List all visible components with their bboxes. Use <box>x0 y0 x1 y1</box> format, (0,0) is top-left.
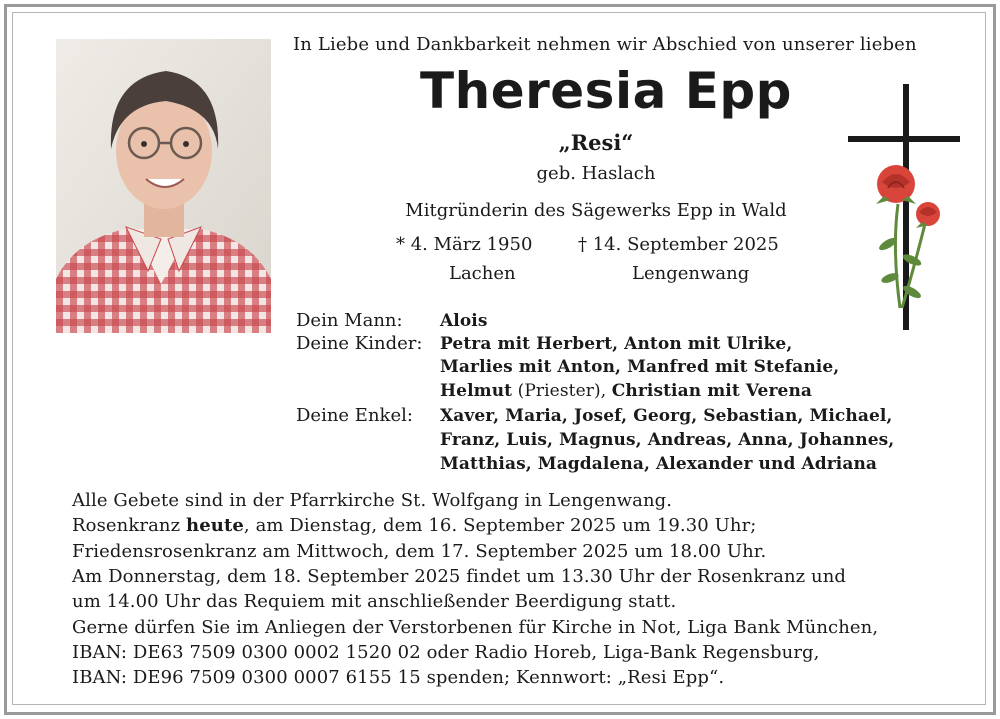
details-line-8: IBAN: DE96 7509 0300 0007 6155 15 spenden; Kennwort: „Resi Epp“. <box>72 667 725 688</box>
children-line-3 <box>440 381 812 401</box>
grandchildren-line-3: Matthias, Magdalena, Alexander und Adriana <box>440 454 878 474</box>
intro-text: In Liebe und Dankbarkeit nehmen wir Abschied von unserer lieben <box>293 34 917 55</box>
children-line-3-christian: Christian mit Verena <box>611 381 813 401</box>
details-line-5: um 14.00 Uhr das Requiem mit anschließender Beerdigung statt. <box>72 591 677 612</box>
husband-label: Dein Mann: <box>296 310 403 331</box>
birth-date: * 4. März 1950 <box>396 234 533 255</box>
children-label: Deine Kinder: <box>296 333 423 354</box>
death-date: † 14. September 2025 <box>578 234 779 255</box>
birth-place: Lachen <box>449 263 516 284</box>
details-line-3: Friedensrosenkranz am Mittwoch, dem 17. September 2025 um 18.00 Uhr. <box>72 541 767 562</box>
details-line-1: Alle Gebete sind in der Pfarrkirche St. Wolfgang in Lengenwang. <box>72 490 673 511</box>
death-place: Lengenwang <box>632 263 750 284</box>
portrait-photo <box>56 39 271 333</box>
details-line-7: IBAN: DE63 7509 0300 0002 1520 02 oder Radio Horeb, Liga-Bank Regensburg, <box>72 642 820 663</box>
grandchildren-line-1: Xaver, Maria, Josef, Georg, Sebastian, Michael, <box>440 406 893 426</box>
details-line-4: Am Donnerstag, dem 18. September 2025 findet um 13.30 Uhr der Rosenkranz und <box>72 566 847 587</box>
children-line-3-priest: (Priester), <box>512 381 612 401</box>
details-line-2 <box>72 515 756 536</box>
children-line-2: Marlies mit Anton, Manfred mit Stefanie, <box>440 357 840 377</box>
nickname: „Resi“ <box>558 130 634 155</box>
husband-name: Alois <box>440 311 488 331</box>
details-line-2-today: heute <box>186 515 244 536</box>
role-text: Mitgründerin des Sägewerks Epp in Wald <box>405 200 787 221</box>
birth-name: geb. Haslach <box>536 163 656 184</box>
details-line-2-c: , am Dienstag, dem 16. September 2025 um 19.30 Uhr; <box>243 515 757 536</box>
cross-with-roses-icon <box>840 78 970 338</box>
deceased-name: Theresia Epp <box>420 62 792 120</box>
grandchildren-line-2: Franz, Luis, Magnus, Andreas, Anna, Johannes, <box>440 430 895 450</box>
children-line-3-helmut: Helmut <box>440 381 513 401</box>
details-line-6: Gerne dürfen Sie im Anliegen der Verstorbenen für Kirche in Not, Liga Bank München, <box>72 617 879 638</box>
grandchildren-label: Deine Enkel: <box>296 405 413 426</box>
children-line-1: Petra mit Herbert, Anton mit Ulrike, <box>440 334 793 354</box>
details-line-2-a: Rosenkranz <box>72 515 187 536</box>
